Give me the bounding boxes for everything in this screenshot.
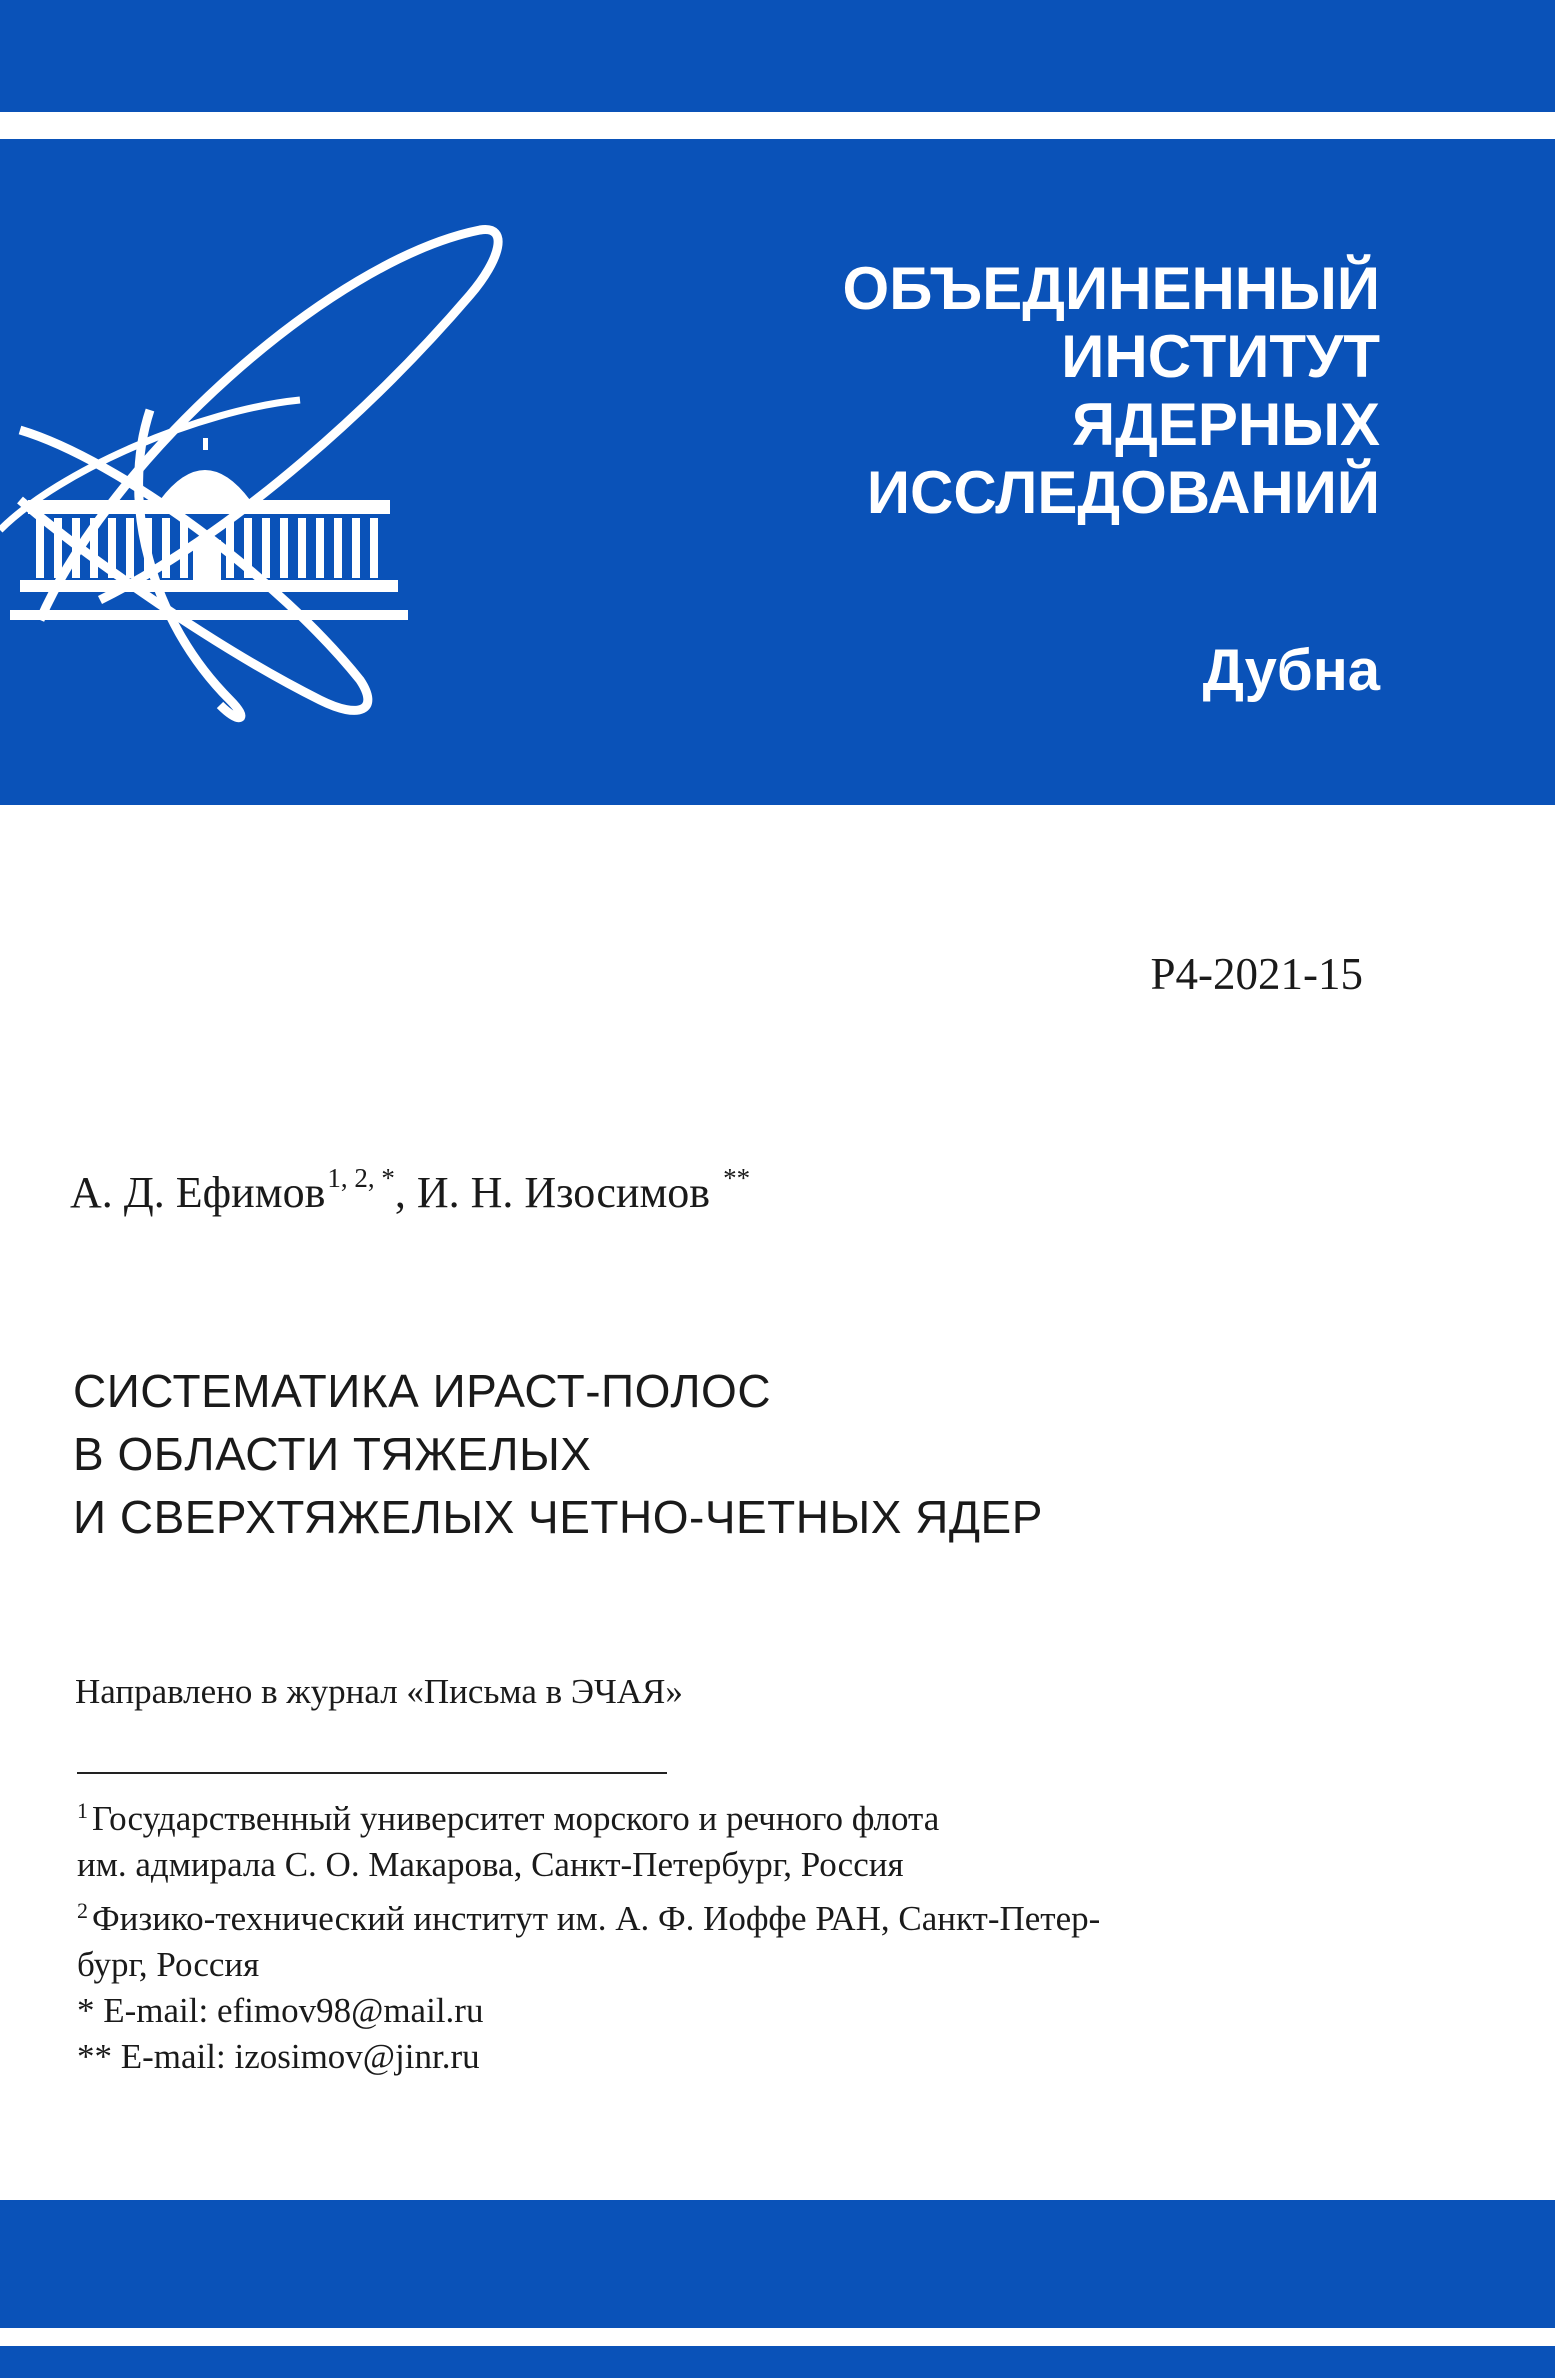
- author-separator: ,: [394, 1168, 406, 1217]
- author-marks: **: [723, 1163, 751, 1193]
- header-stripe: [0, 112, 1555, 139]
- org-line: ИССЛЕДОВАНИЙ: [866, 459, 1380, 526]
- footer-stripe: [0, 2328, 1555, 2346]
- title-line: СИСТЕМАТИКА ИРАСТ-ПОЛОС: [73, 1365, 772, 1417]
- authors-line: [70, 1163, 750, 1218]
- footnote-2: [77, 1888, 1377, 1942]
- jinr-atom-building-logo-icon: [0, 200, 520, 740]
- footnote-1: [77, 1788, 1377, 1842]
- footnote-email-2: ** E-mail: izosimov@jinr.ru: [77, 2037, 480, 2076]
- author-name: И. Н. Изосимов: [416, 1168, 711, 1217]
- submitted-note: Направлено в журнал «Письма в ЭЧАЯ»: [75, 1672, 683, 1711]
- footer-band: [0, 2200, 1555, 2378]
- org-line: ОБЪЕДИНЕННЫЙ: [842, 255, 1380, 322]
- title-line: В ОБЛАСТИ ТЯЖЕЛЫХ: [73, 1428, 592, 1480]
- footnote-2-cont: бург, Россия: [77, 1945, 260, 1984]
- preprint-code: Р4-2021-15: [1150, 949, 1363, 999]
- footnote-mark: 1: [77, 1798, 88, 1823]
- document-title: [73, 1360, 1043, 1549]
- footnote-mark: 2: [77, 1898, 88, 1923]
- footnote-1-cont: им. адмирала С. О. Макарова, Санкт-Петербург, Россия: [77, 1845, 904, 1884]
- org-line: ЯДЕРНЫХ: [1072, 391, 1380, 458]
- title-line: И СВЕРХТЯЖЕЛЫХ ЧЕТНО-ЧЕТНЫХ ЯДЕР: [73, 1491, 1043, 1543]
- footnotes: [77, 1788, 1377, 2080]
- organization-name: [843, 255, 1380, 527]
- footnote-email-1: * E-mail: efimov98@mail.ru: [77, 1991, 484, 2030]
- org-line: ИНСТИТУТ: [1061, 323, 1380, 390]
- footnote-text: Государственный университет морского и речного флота: [92, 1799, 940, 1838]
- author-marks: 1, 2, *: [327, 1163, 395, 1193]
- city-name: Дубна: [1202, 638, 1380, 703]
- footnote-divider: [77, 1772, 667, 1774]
- footnote-text: Физико-технический институт им. А. Ф. Иоффе РАН, Санкт-Петер-: [92, 1899, 1101, 1938]
- author-name: А. Д. Ефимов: [70, 1168, 326, 1217]
